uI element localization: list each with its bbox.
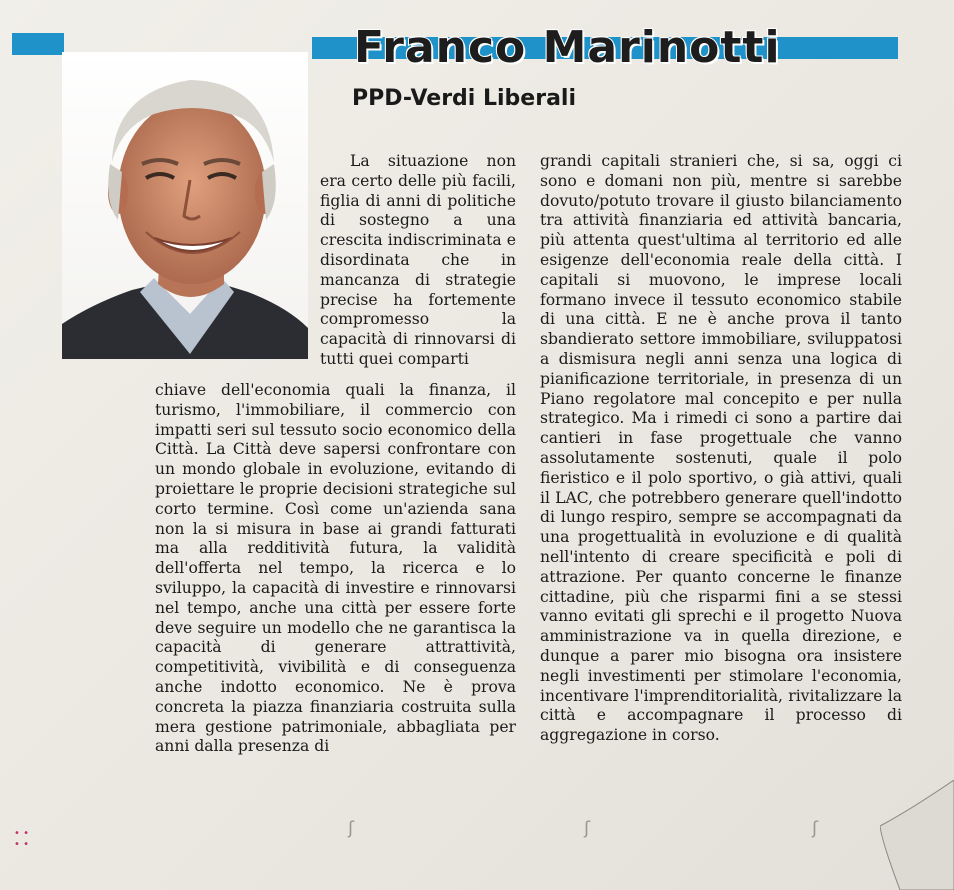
article-column-2 bbox=[540, 152, 902, 746]
article-paragraph: chiave dell'economia quali la finanza, il turismo, l'immobiliare, il commercio con impatti seri sul tessuto socio economico della Città. La Città deve sapersi confrontare con un mondo globale in evoluzione, evitando di proiettare le proprie decisioni strategiche sul corto termine. Così come un'azienda sana non la si misura in base ai grandi fatturati ma alla redditività futura, la validità dell'offerta nel tempo, la ricerca e lo sviluppo, la capacità di investire e rinnovarsi nel tempo, anche una città per essere forte deve seguire un modello che ne garantisca la capacità di generare attrattività, competitività, vivibilità e di conseguenza anche indotto economico. Ne è prova concreta la piazza finanziaria costruita sulla mera gestione patrimoniale, abbagliata per anni dalla presenza di bbox=[155, 381, 516, 756]
article-paragraph: La situazione non era certo delle più facili, figlia di anni di politiche di sostegno a una crescita indiscriminata e disordinata che in mancanza di strategie precise ha fortemente compromesso la capacità di rinnovarsi di tutti quei comparti bbox=[320, 152, 516, 368]
portrait-icon bbox=[62, 52, 308, 359]
fold-mark: ʃ bbox=[348, 818, 355, 839]
portrait-photo bbox=[62, 52, 308, 359]
registration-marks: • • • • bbox=[14, 828, 29, 850]
article-paragraph: grandi capitali stranieri che, si sa, oggi ci sono e domani non più, mentre si sarebbe dovuto/potuto trovare il giusto bilanciamento tra attività finanziaria ed attività bancaria, più attenta quest'ultima al territorio ed alle esigenze dell'economia reale della città. I capitali si muovono, le imprese locali formano invece il tessuto economico stabile di una città. E ne è anche prova il tanto sbandierato settore immobiliare, sviluppatosi a dismisura negli anni senza una logica di pianificazione territoriale, in presenza di un Piano regolatore mal concepito e per nulla strategico. Ma i rimedi ci sono a partire dai cantieri in fase progettuale che vanno assolutamente sostenuti, quale il polo fieristico e il polo sportivo, o già attivi, quali il LAC, che potrebbero generare quell'indotto di lungo respiro, sempre se accompagnati da una progettualità in evoluzione e di qualità nell'intento di creare specificità e poli di attrazione. Per quanto concerne le finanze cittadine, più che risparmi fini a se stessi vanno evitati gli sprechi e il progetto Nuova amministrazione va in quella direzione, e dunque a parer mio bisogna ora insistere negli investimenti per stimolare l'economia, incentivare l'imprenditorialità, rivitalizzare la città e accompagnare il processo di aggregazione in corso. bbox=[540, 152, 902, 745]
article-column-1-intro bbox=[320, 152, 516, 370]
torn-corner-icon bbox=[880, 780, 954, 890]
fold-mark: ʃ bbox=[812, 818, 819, 839]
fold-mark: ʃ bbox=[584, 818, 591, 839]
candidate-name: Franco Marinotti bbox=[354, 22, 781, 73]
accent-bar-left bbox=[12, 33, 64, 55]
party-name: PPD-Verdi Liberali bbox=[352, 86, 576, 111]
article-column-1 bbox=[155, 381, 516, 757]
